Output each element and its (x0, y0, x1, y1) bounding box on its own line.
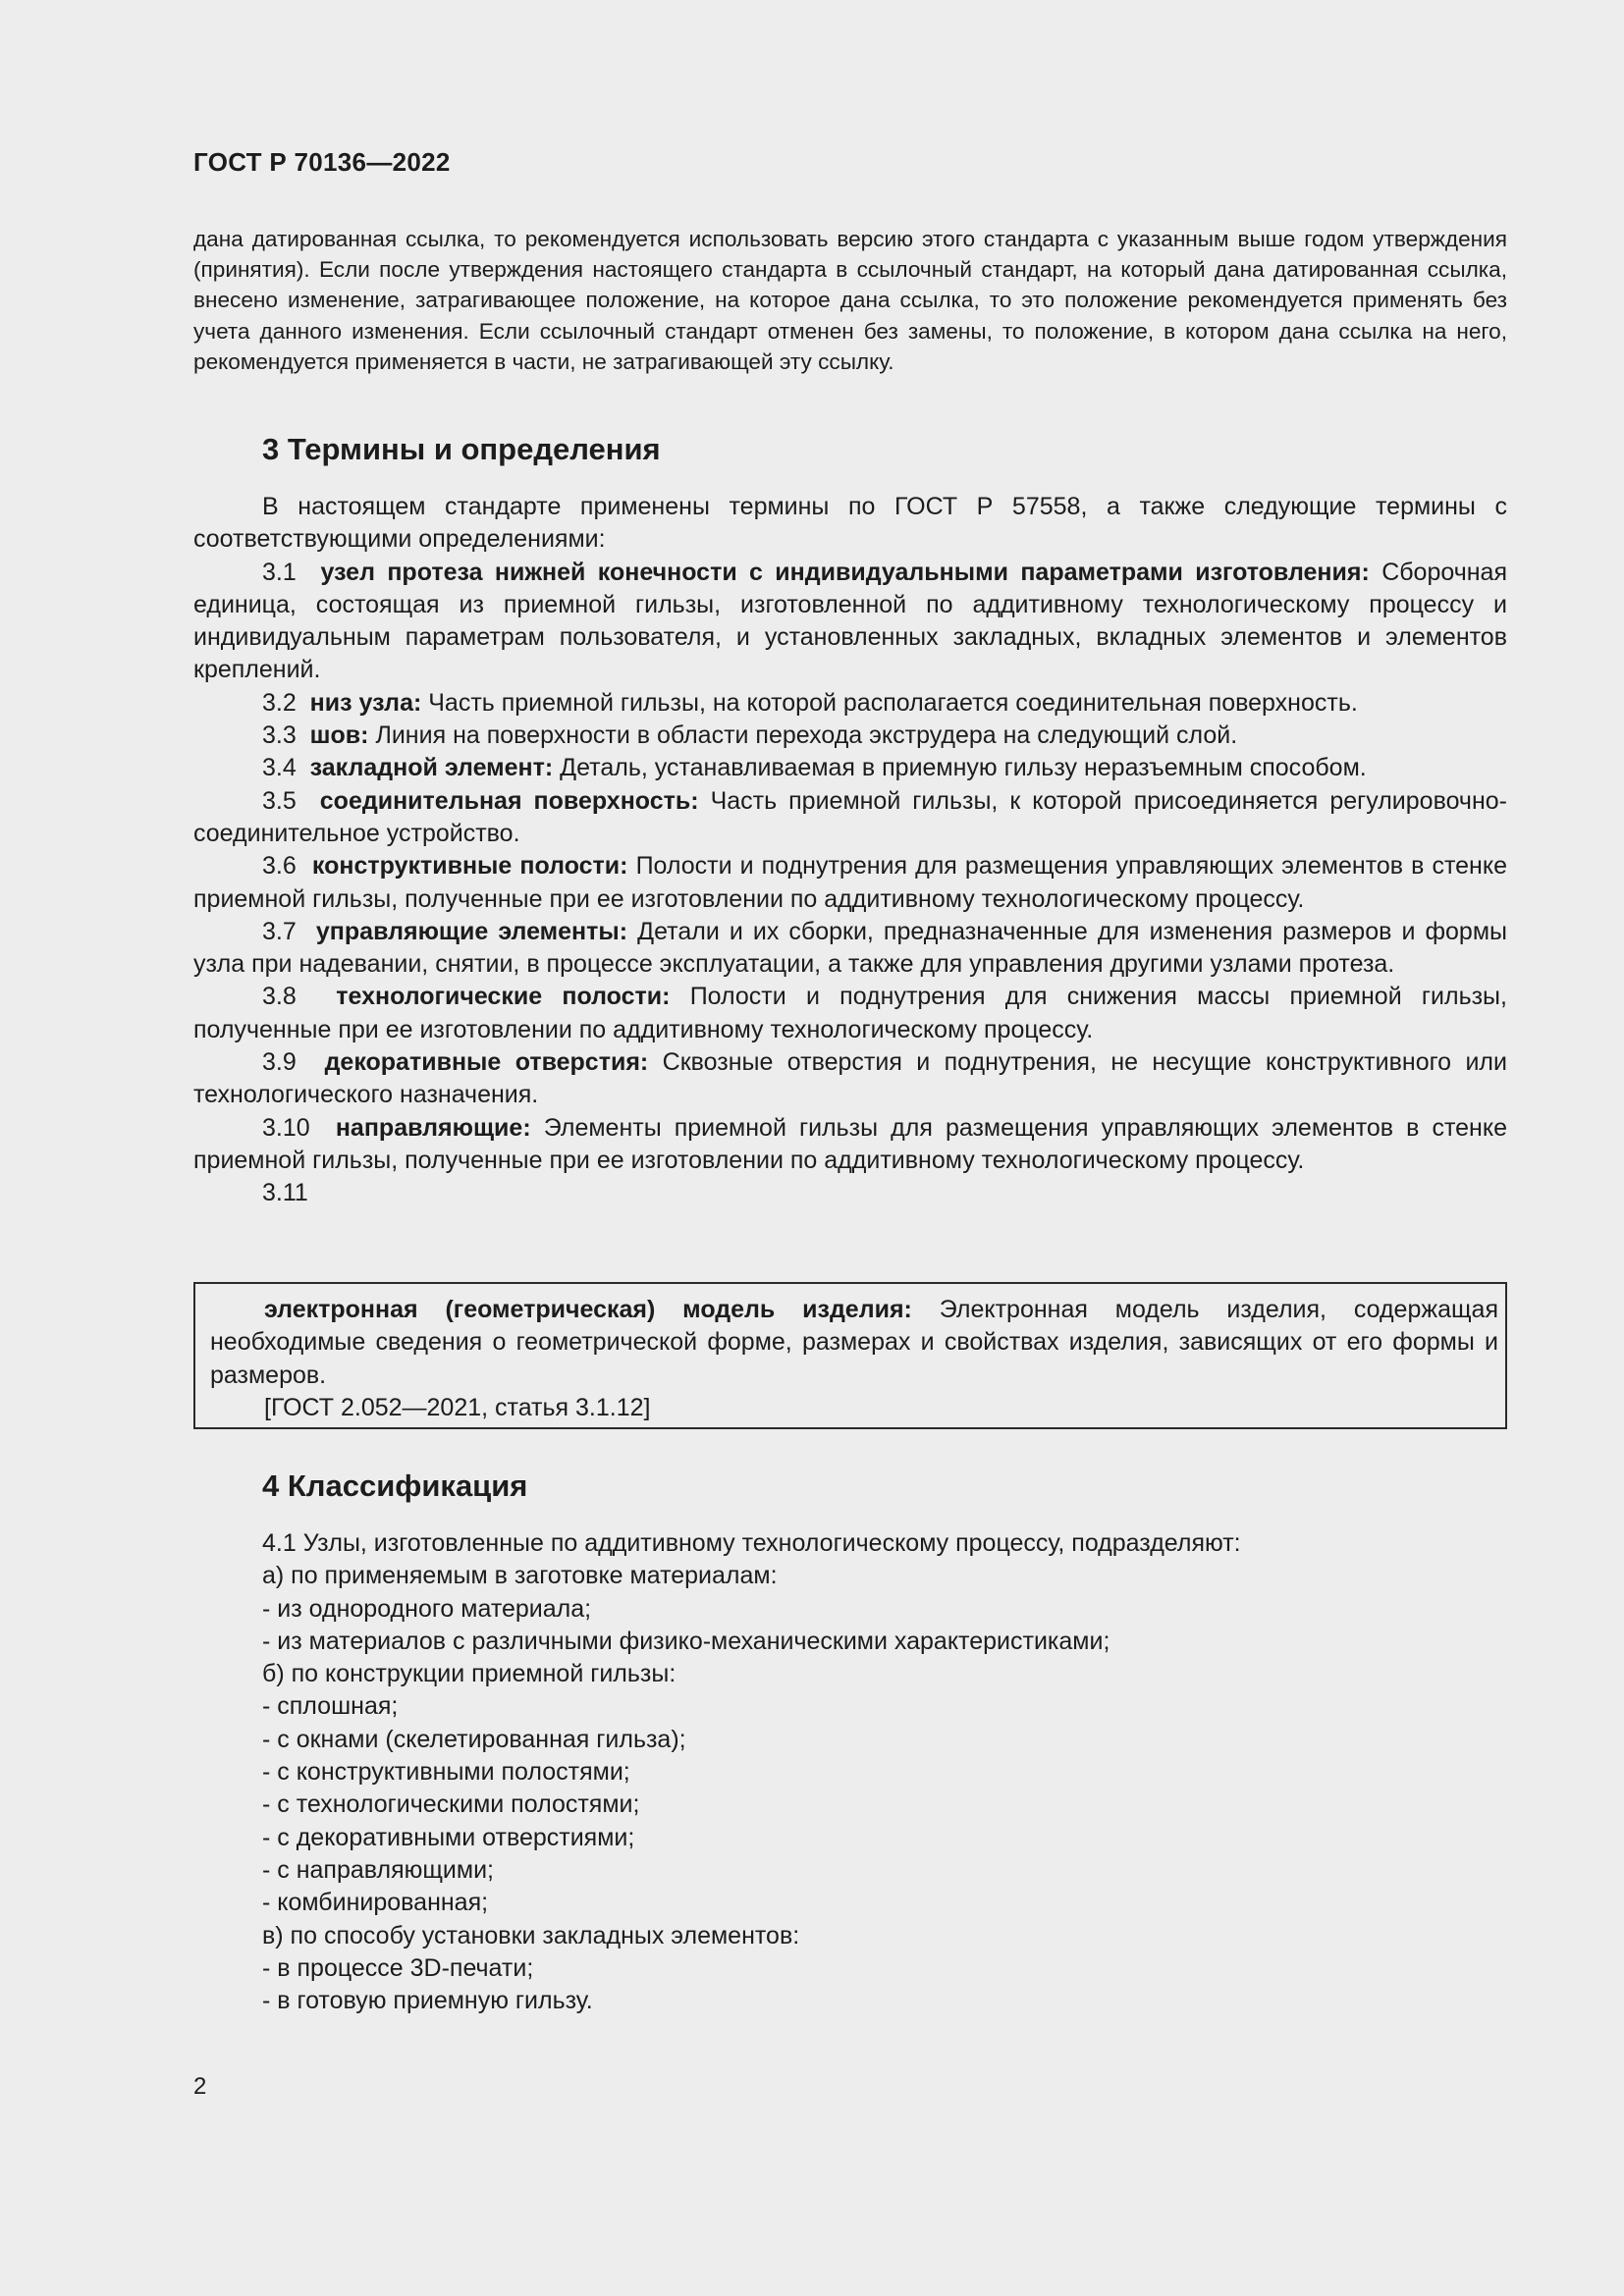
classification-line: - сплошная; (262, 1692, 399, 1721)
classification-line: - с направляющими; (262, 1855, 494, 1884)
boxed-term (210, 1294, 1498, 1392)
term-definition: Сборочная единица, состоящая из приемной гильзы, изготовленной по аддитивному технологическому процессу и индивидуальным параметрам пользователя, и установленных закладных, вкладных элементов и элементов креплений. (193, 558, 1507, 684)
term-number: 3.2 (262, 688, 297, 717)
term-name: технологические полости: (336, 983, 671, 1011)
section-3-heading: 3 Термины и определения (262, 432, 661, 466)
term-source-reference: [ГОСТ 2.052—2021, статья 3.1.12] (264, 1393, 651, 1421)
classification-line: - из материалов с различными физико-механическими характеристиками; (262, 1627, 1110, 1655)
term-3-4 (193, 752, 1507, 784)
classification-line: - с технологическими полостями; (262, 1790, 640, 1819)
term-name: шов: (309, 721, 369, 750)
term-3-5 (193, 785, 1507, 851)
classification-line: - с декоративными отверстиями; (262, 1823, 635, 1851)
term-definition: Деталь, устанавливаемая в приемную гильзу неразъемным способом. (560, 754, 1367, 782)
boxed-term-definition (193, 1282, 1507, 1429)
term-3-1 (193, 557, 1507, 687)
term-name: направляющие: (335, 1113, 531, 1142)
term-number: 3.5 (262, 786, 297, 815)
term-name: низ узла: (309, 688, 422, 717)
classification-line: - из однородного материала; (262, 1594, 592, 1623)
term-definition: Линия на поверхности в области перехода экструдера на следующий слой. (375, 721, 1238, 750)
classification-line: - комбинированная; (262, 1889, 489, 1917)
term-name: управляющие элементы: (315, 917, 628, 945)
term-3-6 (193, 850, 1507, 916)
classification-line: б) по конструкции приемной гильзы: (262, 1660, 677, 1688)
term-name: узел протеза нижней конечности с индивидуальными параметрами изготовления: (320, 558, 1370, 586)
term-definition: Полости и поднутрения для размещения управляющих элементов в стенке приемной гильзы, полученные при ее изготовлении по аддитивному технологическому процессу. (193, 852, 1507, 913)
section-3-body (193, 491, 1507, 1210)
term-3-2 (193, 687, 1507, 720)
term-3-11-number: 3.11 (262, 1179, 308, 1207)
classification-line: - с конструктивными полостями; (262, 1758, 630, 1787)
term-definition: Электронная модель изделия, содержащая необходимые сведения о геометрической форме, размерах и свойствах изделия, зависящих от его формы и размеров. (210, 1296, 1499, 1389)
term-3-8 (193, 981, 1507, 1046)
term-name: конструктивные полости: (311, 852, 628, 881)
term-3-9 (193, 1046, 1507, 1112)
page-number: 2 (193, 2073, 207, 2100)
intro-paragraph: дана датированная ссылка, то рекомендуется использовать версию этого стандарта с указанным выше годом утверждения (принятия). Если после утверждения настоящего стандарта в ссылочный стандарт, на который дана датированная ссылка, внесено изменение, затрагивающее положение, на которое дана ссылка, то это положение рекомендуется применять без учета данного изменения. Если ссылочный стандарт отменен без замены, то положение, в котором дана ссылка на него, рекомендуется применяется в части, не затрагивающей эту ссылку. (193, 227, 1507, 374)
term-3-7 (193, 916, 1507, 982)
classification-line: 4.1 Узлы, изготовленные по аддитивному технологическому процессу, подразделяют: (262, 1529, 1241, 1557)
term-number: 3.9 (262, 1048, 297, 1077)
term-3-10 (193, 1112, 1507, 1178)
term-3-3 (193, 720, 1507, 752)
document-code: ГОСТ Р 70136—2022 (193, 147, 451, 177)
term-number: 3.4 (262, 754, 297, 782)
classification-line: - в процессе 3D-печати; (262, 1953, 534, 1982)
term-number: 3.6 (262, 852, 297, 881)
term-name: декоративные отверстия: (324, 1048, 649, 1077)
section-4-body (262, 1527, 1507, 2017)
term-definition: Часть приемной гильзы, к которой присоединяется регулировочно-соединительное устройство. (193, 786, 1507, 847)
term-definition: Часть приемной гильзы, на которой располагается соединительная поверхность. (428, 688, 1358, 717)
term-number: 3.8 (262, 983, 297, 1011)
term-definition: Детали и их сборки, предназначенные для изменения размеров и формы узла при надевании, снятии, в процессе эксплуатации, а также для управления другими узлами протеза. (193, 917, 1507, 979)
classification-line: а) по применяемым в заготовке материалам: (262, 1562, 778, 1590)
term-number: 3.7 (262, 917, 297, 945)
term-definition: Полости и поднутрения для снижения массы приемной гильзы, полученные при ее изготовлении по аддитивному технологическому процессу. (193, 983, 1507, 1043)
section-4-heading: 4 Классификация (262, 1468, 528, 1503)
term-number: 3.1 (262, 558, 297, 586)
term-name: соединительная поверхность: (319, 786, 699, 815)
classification-line: - с окнами (скелетированная гильза); (262, 1725, 686, 1753)
term-definition: Элементы приемной гильзы для размещения управляющих элементов в стенке приемной гильзы, полученные при ее изготовлении по аддитивному технологическому процессу. (193, 1113, 1507, 1174)
section-3-lead: В настоящем стандарте применены термины по ГОСТ Р 57558, а также следующие термины с соответствующими определениями: (193, 493, 1507, 554)
term-definition: Сквозные отверстия и поднутрения, не несущие конструктивного или технологического назначения. (193, 1048, 1507, 1109)
classification-line: - в готовую приемную гильзу. (262, 1987, 593, 2015)
term-name: закладной элемент: (309, 754, 554, 782)
term-number: 3.10 (262, 1113, 310, 1142)
classification-line: в) по способу установки закладных элементов: (262, 1921, 800, 1949)
term-name: электронная (геометрическая) модель изделия: (264, 1296, 912, 1323)
term-number: 3.3 (262, 721, 297, 750)
